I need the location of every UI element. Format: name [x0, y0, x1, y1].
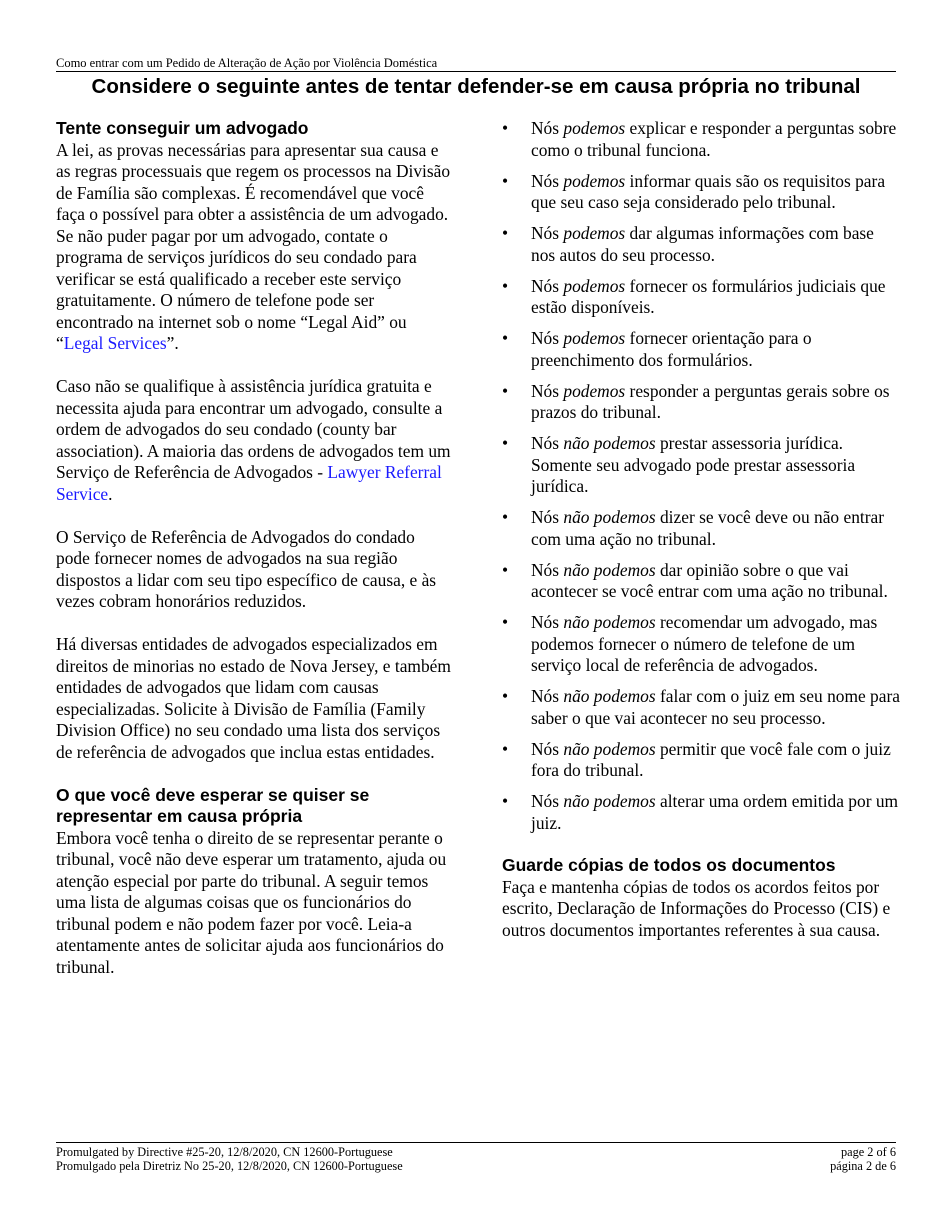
bullet-item	[502, 791, 902, 834]
page-number-en: page 2 of 6	[841, 1145, 896, 1159]
bullet-subject: Nós	[531, 559, 564, 580]
bullet-item	[502, 686, 902, 729]
bullet-item	[502, 560, 902, 603]
bullet-dot-icon: •	[502, 118, 509, 138]
bullet-emphasis: podemos	[563, 328, 626, 348]
bullet-item	[502, 433, 902, 498]
bullet-item	[502, 739, 902, 782]
bullet-subject: Nós	[531, 791, 564, 811]
lawyer-referral-service-link[interactable]: Lawyer Referral Service	[56, 462, 442, 504]
page-number-pt: página 2 de 6	[830, 1159, 896, 1173]
bullet-text: dar opinião sobre o que vai acontecer se você entrar com uma ação no tribunal.	[531, 559, 888, 601]
bullet-text: dar algumas informações com base nos autos do seu processo.	[531, 223, 874, 265]
bullet-emphasis: podemos	[563, 275, 626, 296]
bullet-text: dizer se você deve ou não entrar com uma ação no tribunal.	[531, 507, 885, 549]
bullet-dot-icon: •	[502, 791, 509, 811]
lawyer-paragraph-1-end: ”.	[166, 333, 179, 353]
footer	[56, 1145, 896, 1173]
promulgated-pt: Promulgado pela Diretriz No 25-20, 12/8/2020, CN 12600-Portuguese	[56, 1159, 403, 1173]
copies-section-heading: Guarde cópias de todos os documentos	[502, 855, 836, 875]
bullet-text: explicar e responder a perguntas sobre como o tribunal funciona.	[531, 118, 897, 160]
bullet-text: responder a perguntas gerais sobre os prazos do tribunal.	[531, 380, 890, 422]
lawyer-paragraph-4: Há diversas entidades de advogados especializados em direitos de minorias no estado de Nova Jersey, e também entidades de advogados que lidam com causas especializadas. Solicite à Divisão de Família (Family Division Office) no seu condado uma lista dos serviços de referência de advogados que inclua estas entidades.	[56, 634, 451, 762]
bullet-dot-icon: •	[502, 275, 509, 296]
bullet-item	[502, 507, 902, 550]
bullet-subject: Nós	[531, 275, 564, 296]
bullet-dot-icon: •	[502, 170, 509, 191]
bullet-emphasis: podemos	[563, 118, 626, 138]
bullet-item	[502, 223, 902, 266]
bullet-item	[502, 276, 902, 319]
bullet-dot-icon: •	[502, 559, 509, 580]
left-column	[56, 118, 452, 1000]
bullet-emphasis: não podemos	[563, 612, 656, 632]
bullet-dot-icon: •	[502, 738, 509, 759]
bullet-subject: Nós	[531, 433, 564, 453]
bullet-subject: Nós	[531, 612, 564, 632]
bullet-text: permitir que você fale com o juiz fora do tribunal.	[531, 738, 891, 780]
bullet-text: falar com o juiz em seu nome para saber o que vai acontecer no seu processo.	[531, 686, 900, 728]
bullet-emphasis: podemos	[563, 170, 626, 191]
bullet-emphasis: podemos	[563, 223, 626, 243]
bullet-text: fornecer os formulários judiciais que estão disponíveis.	[531, 275, 886, 317]
bullet-subject: Nós	[531, 738, 564, 759]
bullet-dot-icon: •	[502, 507, 509, 527]
bullet-emphasis: não podemos	[563, 559, 656, 580]
footer-rule	[56, 1142, 896, 1143]
court-staff-bullet-list	[502, 118, 902, 834]
bullet-subject: Nós	[531, 328, 564, 348]
legal-services-link[interactable]: Legal Services	[63, 333, 167, 353]
bullet-dot-icon: •	[502, 612, 509, 632]
bullet-item	[502, 328, 902, 371]
bullet-item	[502, 381, 902, 424]
bullet-subject: Nós	[531, 170, 564, 191]
bullet-emphasis: podemos	[563, 380, 626, 401]
copies-paragraph: Faça e mantenha cópias de todos os acordos feitos por escrito, Declaração de Informações do Processo (CIS) e outros documentos importantes referentes à sua causa.	[502, 876, 891, 940]
bullet-item	[502, 171, 902, 214]
footer-row-en	[56, 1145, 896, 1159]
bullet-text: prestar assessoria jurídica. Somente seu advogado pode prestar assessoria jurídica.	[531, 433, 856, 496]
lawyer-paragraph-1	[56, 140, 452, 355]
bullet-text: informar quais são os requisitos para que seu caso seja considerado pelo tribunal.	[531, 170, 886, 212]
page-title: Considere o seguinte antes de tentar defender-se em causa própria no tribunal	[91, 75, 861, 98]
bullet-emphasis: não podemos	[563, 686, 656, 706]
bullet-emphasis: não podemos	[563, 433, 656, 453]
bullet-dot-icon: •	[502, 686, 509, 706]
lawyer-paragraph-3: O Serviço de Referência de Advogados do condado pode fornecer nomes de advogados na sua região dispostos a lidar com seu tipo específico de causa, e às vezes cobram honorários reduzidos.	[56, 526, 437, 611]
footer-row-pt	[56, 1159, 896, 1173]
bullet-emphasis: não podemos	[563, 791, 656, 811]
right-column	[502, 118, 902, 963]
promulgated-en: Promulgated by Directive #25-20, 12/8/2020, CN 12600-Portuguese	[56, 1145, 393, 1159]
bullet-subject: Nós	[531, 223, 564, 243]
bullet-dot-icon: •	[502, 328, 509, 348]
bullet-item	[502, 118, 902, 161]
bullet-text: alterar uma ordem emitida por um juiz.	[531, 791, 899, 833]
bullet-dot-icon: •	[502, 433, 509, 453]
lawyer-paragraph-2-text: Caso não se qualifique à assistência jurídica gratuita e necessita ajuda para encontrar um advogado, consulte a ordem de advogados do seu condado (county bar association). A maioria das ordens de advogados tem um Serviço de Referência de Advogados -	[56, 376, 451, 482]
lawyer-paragraph-2	[56, 376, 452, 505]
expect-section-heading: O que você deve esperar se quiser se representar em causa própria	[56, 784, 370, 826]
bullet-item	[502, 612, 902, 677]
lawyer-section-heading: Tente conseguir um advogado	[56, 118, 309, 138]
bullet-subject: Nós	[531, 507, 564, 527]
bullet-emphasis: não podemos	[563, 507, 656, 527]
bullet-subject: Nós	[531, 686, 564, 706]
bullet-dot-icon: •	[502, 380, 509, 401]
lawyer-paragraph-1-text: A lei, as provas necessárias para apresentar sua causa e as regras processuais que regem os processos na Divisão de Família são complexas. É recomendável que você faça o possível para obter a assistência de um advogado. Se não puder pagar por um advogado, contate o programa de serviços jurídicos do seu condado para verificar se está qualificado a receber este serviço gratuitamente. O número de telefone pode ser encontrado na internet sob o nome “Legal Aid” ou “	[56, 139, 451, 353]
bullet-dot-icon: •	[502, 223, 509, 243]
running-header: Como entrar com um Pedido de Alteração de Ação por Violência Doméstica	[56, 56, 896, 72]
expect-paragraph: Embora você tenha o direito de se representar perante o tribunal, você não deve esperar um tratamento, ajuda ou atenção especial por parte do tribunal. A seguir temos uma lista de algumas coisas que os funcionários do tribunal podem e não podem fazer por você. Leia-a atentamente antes de solicitar ajuda aos funcionários do tribunal.	[56, 827, 447, 977]
bullet-subject: Nós	[531, 118, 564, 138]
lawyer-paragraph-2-end: .	[108, 483, 113, 504]
bullet-text: recomendar um advogado, mas podemos fornecer o número de telefone de um serviço local de referência de advogados.	[531, 612, 878, 675]
bullet-emphasis: não podemos	[563, 738, 656, 759]
bullet-text: fornecer orientação para o preenchimento dos formulários.	[531, 328, 812, 370]
bullet-subject: Nós	[531, 380, 564, 401]
